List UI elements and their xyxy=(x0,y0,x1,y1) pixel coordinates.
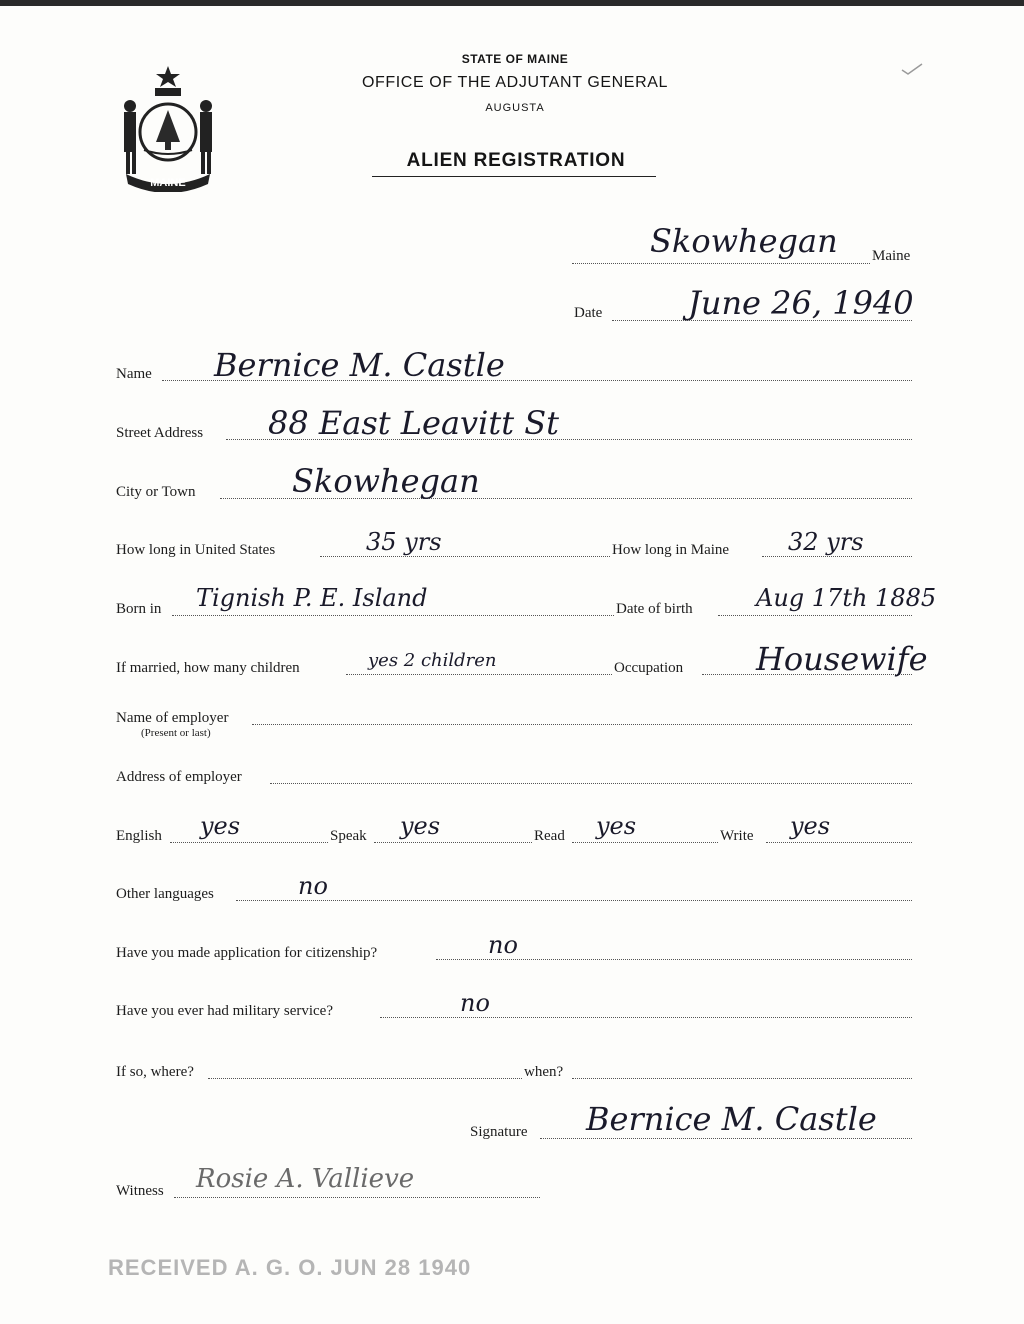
us-years-value: 35 yrs xyxy=(366,528,442,556)
military-line xyxy=(380,1017,912,1018)
other-languages-line xyxy=(236,900,912,901)
us-years-label: How long in United States xyxy=(116,542,276,558)
children-label: If married, how many children xyxy=(116,660,300,676)
english-line xyxy=(170,842,328,843)
other-languages-label: Other languages xyxy=(116,886,214,902)
town-value: Skowhegan xyxy=(650,222,838,260)
maine-years-line xyxy=(762,556,912,557)
state-seal-icon xyxy=(108,62,228,192)
military-value: no xyxy=(460,989,490,1017)
name-value: Bernice M. Castle xyxy=(214,346,505,384)
street-label: Street Address xyxy=(116,425,204,441)
city-heading: AUGUSTA xyxy=(485,102,545,114)
speak-label: Speak xyxy=(330,828,367,844)
occupation-label: Occupation xyxy=(614,660,684,676)
date-label: Date xyxy=(574,305,603,321)
maine-label: Maine xyxy=(872,248,911,264)
speak-line xyxy=(374,842,532,843)
occupation-value: Housewife xyxy=(756,640,928,678)
employer-label: Name of employer xyxy=(116,710,229,726)
us-years-line xyxy=(320,556,610,557)
seal-banner-text: MAINE xyxy=(150,177,186,189)
english-value: yes xyxy=(200,812,241,840)
english-label: English xyxy=(116,828,162,844)
where-label: If so, where? xyxy=(116,1064,194,1080)
form-title: ALIEN REGISTRATION xyxy=(406,150,626,171)
page-edge xyxy=(0,0,1024,6)
title-underline xyxy=(372,176,656,177)
children-value: yes 2 children xyxy=(368,650,497,671)
citizenship-value: no xyxy=(488,931,518,959)
dob-line xyxy=(718,615,912,616)
employer-address-label: Address of employer xyxy=(116,769,242,785)
dob-value: Aug 17th 1885 xyxy=(756,584,937,612)
children-line xyxy=(346,674,612,675)
check-mark-icon xyxy=(900,62,924,76)
witness-line xyxy=(174,1197,540,1198)
employer-line xyxy=(252,724,912,725)
street-value: 88 East Leavitt St xyxy=(268,404,560,442)
write-value: yes xyxy=(790,812,831,840)
maine-years-label: How long in Maine xyxy=(612,542,730,558)
city-value: Skowhegan xyxy=(292,462,480,500)
signature-line xyxy=(540,1138,912,1139)
when-line xyxy=(572,1078,912,1079)
born-value: Tignish P. E. Island xyxy=(196,584,428,612)
citizenship-label: Have you made application for citizenship? xyxy=(116,945,378,961)
city-label: City or Town xyxy=(116,484,196,500)
date-value: June 26, 1940 xyxy=(688,284,914,322)
dob-label: Date of birth xyxy=(616,601,693,617)
employer-sublabel: (Present or last) xyxy=(141,727,211,739)
employer-address-line xyxy=(270,783,912,784)
speak-value: yes xyxy=(400,812,441,840)
born-line xyxy=(172,615,614,616)
received-stamp: RECEIVED A. G. O. JUN 28 1940 xyxy=(108,1255,472,1280)
name-label: Name xyxy=(116,366,152,382)
read-value: yes xyxy=(596,812,637,840)
town-line xyxy=(572,263,870,264)
where-line xyxy=(208,1078,522,1079)
other-languages-value: no xyxy=(298,872,328,900)
signature-label: Signature xyxy=(470,1124,528,1140)
when-label: when? xyxy=(524,1064,564,1080)
read-label: Read xyxy=(534,828,565,844)
write-line xyxy=(766,842,912,843)
read-line xyxy=(572,842,718,843)
born-label: Born in xyxy=(116,601,162,617)
write-label: Write xyxy=(720,828,754,844)
state-heading: STATE OF MAINE xyxy=(461,52,569,66)
military-label: Have you ever had military service? xyxy=(116,1003,333,1019)
citizenship-line xyxy=(436,959,912,960)
witness-value: Rosie A. Vallieve xyxy=(196,1164,415,1194)
office-heading: OFFICE OF THE ADJUTANT GENERAL xyxy=(361,74,669,91)
witness-label: Witness xyxy=(116,1183,164,1199)
maine-years-value: 32 yrs xyxy=(788,528,864,556)
signature-value: Bernice M. Castle xyxy=(586,1100,877,1138)
